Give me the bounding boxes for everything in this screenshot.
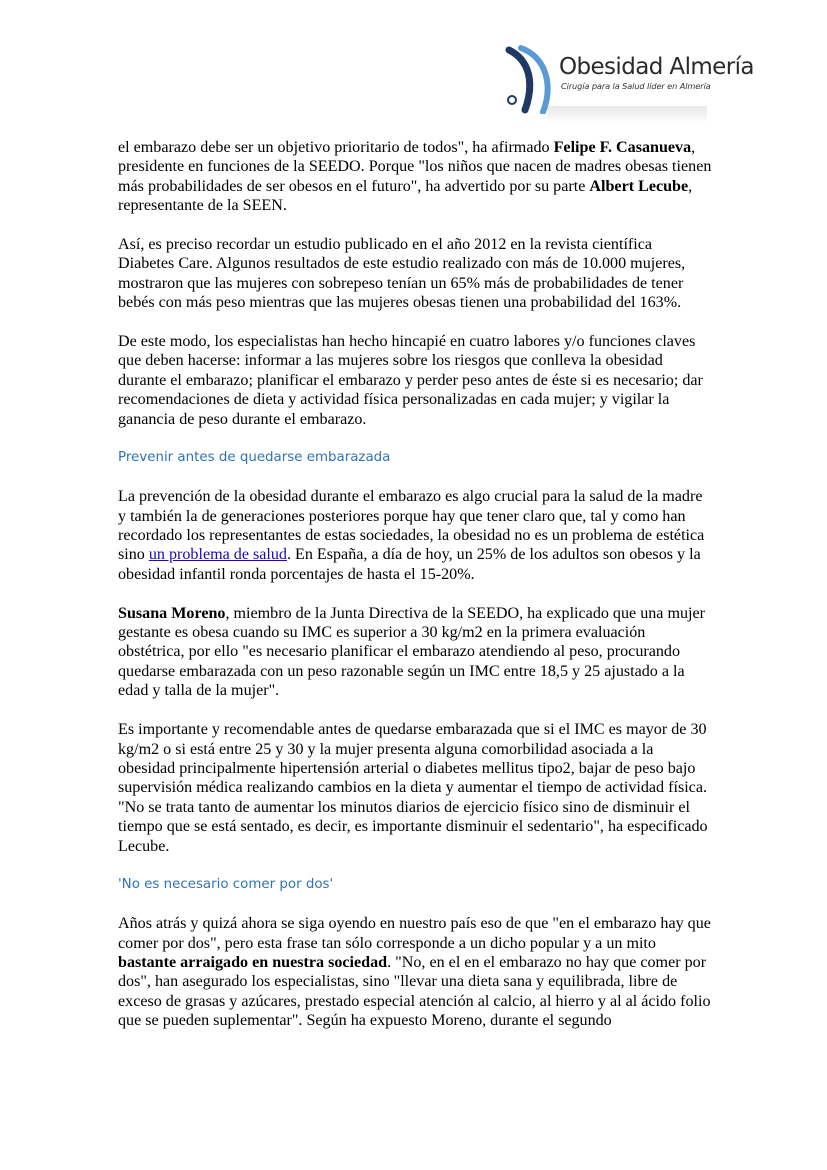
article-body — [118, 138, 712, 1050]
obesidad-almeria-logo — [503, 44, 754, 134]
paragraph-1: el embarazo debe ser un objetivo prioritario de todos", ha afirmado Felipe F. Casanueva, presidente en funciones de la SEEDO. Porque "los niños que nacen de madres obesas tienen más probabilidades de ser obesos en el futuro", ha advertido por su parte Albert Lecube, representante de la SEEN. — [118, 139, 712, 215]
paragraph-5: Susana Moreno, miembro de la Junta Directiva de la SEEDO, ha explicado que una mujer gestante es obesa cuando su IMC es superior a 30 kg/m2 en la primera evaluación obstétrica, por ello "es necesario planificar el embarazo atendiendo al peso, procurando quedarse embarazada con un peso razonable según un IMC entre 18,5 y 25 ajustado a la edad y talla de la mujer". — [118, 604, 705, 700]
bold-arraigado: bastante arraigado en nuestra sociedad — [118, 953, 388, 971]
name-albert-lecube: Albert Lecube — [589, 177, 689, 195]
logo-shadow — [547, 106, 707, 124]
name-felipe-casanueva: Felipe F. Casanueva — [553, 139, 692, 156]
section-heading-prevenir: Prevenir antes de quedarse embarazada — [118, 450, 391, 466]
paragraph-4: La prevención de la obesidad durante el embarazo es algo crucial para la salud de la madre y también la de generaciones posteriores porque hay que tener claro que, tal y como han recordado los representantes de estas sociedades, la obesidad no es un problema de estética sino un problema de salud. En España, a día de hoy, un 25% de los adultos son obesos y la obesidad infantil ronda porcentajes de hasta el 15-20%. — [118, 488, 705, 583]
paragraph-6: Es importante y recomendable antes de quedarse embarazada que si el IMC es mayor de 30 kg/m2 o si está entre 25 y 30 y la mujer presenta alguna comorbilidad asociada a la obesidad principalmente hipertensión arterial o diabetes mellitus tipo2, bajar de peso bajo supervisión médica realizando cambios en la dieta y aumentar el tiempo de actividad física. "No se trata tanto de aumentar los minutos diarios de ejercicio físico sino de disminuir el tiempo que se está sentado, es decir, es importante disminuir el sedentario", ha especificado Lecube. — [118, 721, 708, 855]
paragraph-7: Años atrás y quizá ahora se siga oyendo en nuestro país eso de que "en el embarazo hay que comer por dos", pero esta frase tan sólo corresponde a un dicho popular y a un mito bastante arraigado en nuestra sociedad. "No, en el en el embarazo no hay que comer por dos", han asegurado los especialistas, sino "llevar una dieta sana y equilibrada, libre de exceso de grasas y azúcares, prestado especial atención al calcio, al hierro y al al ácido folio que se pueden suplementar". Según ha expuesto Moreno, durante el segundo — [118, 915, 711, 1030]
link-problema-de-salud[interactable]: un problema de salud — [148, 546, 287, 564]
logo-mark-icon — [503, 44, 563, 114]
section-heading-comer-por-dos: 'No es necesario comer por dos' — [118, 877, 334, 893]
paragraph-2: Así, es preciso recordar un estudio publicado en el año 2012 en la revista científica Diabetes Care. Algunos resultados de este estudio realizado con más de 10.000 mujeres, mostraron que las mujeres con sobrepeso tenían un 65% más de probabilidades de tener bebés con más peso mientras que las mujeres obesas tienen una probabilidad del 163%. — [118, 236, 686, 312]
logo-name: Obesidad Almería — [559, 54, 754, 80]
paragraph-3: De este modo, los especialistas han hecho hincapié en cuatro labores y/o funciones claves que deben hacerse: informar a las mujeres sobre los riesgos que conlleva la obesidad durante el embarazo; planificar el embarazo y perder peso antes de éste si es necesario; dar recomendaciones de dieta y actividad física personalizadas en cada mujer; y vigilar la ganancia de peso durante el embarazo. — [118, 333, 703, 428]
name-susana-moreno: Susana Moreno — [118, 604, 226, 622]
logo-tagline: Cirugía para la Salud líder en Almería — [561, 81, 711, 91]
